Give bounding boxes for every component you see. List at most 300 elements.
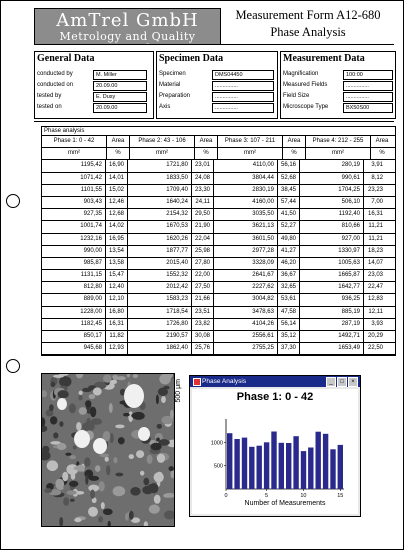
header-rule bbox=[34, 44, 394, 45]
table-cell: 23,01 bbox=[192, 160, 214, 171]
grain bbox=[131, 412, 144, 419]
app-icon bbox=[193, 378, 201, 386]
table-cell: 4104,26 bbox=[214, 319, 278, 330]
grain bbox=[161, 396, 166, 403]
bar bbox=[308, 448, 313, 490]
grain bbox=[158, 388, 168, 396]
material-field[interactable]: ............... bbox=[212, 81, 274, 91]
table-cell: 12,68 bbox=[106, 209, 128, 220]
grain bbox=[44, 488, 52, 493]
table-cell: 1101,55 bbox=[42, 185, 106, 196]
table-cell: 57,44 bbox=[278, 197, 300, 208]
table-cell: 18,23 bbox=[367, 247, 383, 254]
x-tick-label: 0 bbox=[224, 493, 228, 499]
unit-cell: mm² bbox=[306, 148, 371, 159]
field-row bbox=[35, 104, 153, 112]
table-cell: 1195,42 bbox=[42, 160, 106, 171]
table-cell: 22,50 bbox=[367, 345, 383, 352]
conducted-by-field[interactable]: M. Miller bbox=[93, 70, 147, 80]
measurement-data-title: Measurement Data bbox=[283, 53, 365, 64]
table-cell: 49,80 bbox=[278, 234, 300, 245]
bar bbox=[301, 451, 306, 489]
grain bbox=[79, 407, 87, 415]
table-cell: 14,01 bbox=[106, 173, 128, 184]
table-cell: 13,54 bbox=[106, 246, 128, 257]
column-header: Area bbox=[375, 138, 389, 144]
grain bbox=[89, 394, 96, 399]
table-cell: 56,14 bbox=[278, 319, 300, 330]
bar bbox=[316, 432, 321, 489]
table-cell: 21,90 bbox=[192, 221, 214, 232]
table-cell: 41,27 bbox=[278, 246, 300, 257]
table-cell: 1232,16 bbox=[42, 234, 106, 245]
table-cell: 23,30 bbox=[192, 185, 214, 196]
table-cell: 23,23 bbox=[367, 186, 383, 193]
table-cell: 1665,87 bbox=[300, 270, 364, 281]
table-cell: 2154,32 bbox=[128, 209, 192, 220]
grain bbox=[69, 481, 78, 487]
table-cell: 52,27 bbox=[278, 221, 300, 232]
grain bbox=[99, 454, 109, 458]
table-row bbox=[42, 319, 395, 331]
unit-cell: % bbox=[379, 150, 385, 157]
table-cell: 13,58 bbox=[106, 258, 128, 269]
grain bbox=[59, 376, 71, 387]
table-cell: 1583,23 bbox=[128, 294, 192, 305]
table-cell: 1718,54 bbox=[128, 307, 192, 318]
table-caption: Phase analysis bbox=[42, 127, 395, 136]
table-cell: 3,93 bbox=[371, 320, 383, 327]
grain bbox=[157, 424, 162, 429]
table-cell: 1192,40 bbox=[300, 209, 364, 220]
grain bbox=[74, 518, 81, 522]
section-rule bbox=[34, 121, 394, 122]
grain bbox=[123, 413, 130, 417]
table-cell: 1071,42 bbox=[42, 173, 106, 184]
chart-area bbox=[192, 389, 358, 514]
grain bbox=[136, 450, 144, 458]
form-title-block bbox=[223, 7, 393, 41]
table-cell: 889,00 bbox=[42, 294, 106, 305]
window-title: Phase Analysis bbox=[202, 378, 247, 385]
table-cell: 990,00 bbox=[42, 246, 106, 257]
grain bbox=[93, 387, 102, 395]
grain bbox=[91, 418, 102, 425]
table-cell: 36,67 bbox=[278, 270, 300, 281]
table-row bbox=[42, 282, 395, 294]
table-cell: 22,04 bbox=[192, 234, 214, 245]
grain bbox=[78, 395, 82, 400]
table-cell: 27,80 bbox=[192, 258, 214, 269]
measurement-data-section bbox=[280, 51, 396, 119]
table-row bbox=[42, 343, 395, 355]
table-cell: 2556,61 bbox=[214, 331, 278, 342]
table-cell: 1653,49 bbox=[300, 343, 364, 354]
field-label: Magnification bbox=[283, 71, 319, 77]
grain bbox=[125, 513, 129, 521]
general-data-title: General Data bbox=[37, 53, 95, 64]
y-tick-label: 1000 bbox=[210, 440, 223, 447]
grain bbox=[82, 388, 92, 392]
table-cell: 927,00 bbox=[300, 234, 364, 245]
grain bbox=[70, 499, 75, 502]
field-label: Axis bbox=[159, 104, 171, 110]
table-cell: 12,11 bbox=[368, 308, 383, 315]
table-cell: 280,19 bbox=[300, 160, 364, 171]
table-cell: 1642,77 bbox=[300, 282, 364, 293]
binder-hole-top bbox=[6, 194, 20, 208]
maximize-icon[interactable]: □ bbox=[337, 377, 347, 387]
table-cell: 1620,26 bbox=[128, 234, 192, 245]
column-header: Area bbox=[283, 136, 306, 147]
field-row bbox=[281, 71, 395, 79]
table-cell: 2977,28 bbox=[214, 246, 278, 257]
unit-cell: % bbox=[195, 148, 218, 159]
bar bbox=[234, 439, 239, 489]
grain bbox=[118, 437, 125, 444]
window-controls bbox=[326, 377, 358, 387]
table-cell: 1182,45 bbox=[42, 319, 106, 330]
grain bbox=[142, 486, 153, 495]
column-header: Area bbox=[195, 136, 218, 147]
grain bbox=[67, 466, 71, 471]
grain bbox=[101, 502, 105, 509]
grain bbox=[154, 495, 161, 504]
grain bbox=[63, 497, 69, 506]
table-cell: 38,45 bbox=[278, 185, 300, 196]
x-tick-label: 5 bbox=[265, 493, 269, 499]
bar bbox=[257, 446, 262, 489]
column-header: Area bbox=[107, 136, 130, 147]
bar bbox=[264, 442, 269, 489]
grain bbox=[117, 376, 126, 380]
bar bbox=[279, 443, 284, 489]
grain bbox=[70, 455, 76, 459]
table-cell: 16,31 bbox=[106, 319, 128, 330]
table-cell: 14,02 bbox=[106, 221, 128, 232]
grain bbox=[62, 472, 68, 481]
table-cell: 4110,00 bbox=[214, 160, 278, 171]
grain bbox=[109, 403, 113, 413]
table-cell: 1228,00 bbox=[42, 307, 106, 318]
table-cell: 37,30 bbox=[278, 343, 300, 354]
table-cell: 11,21 bbox=[368, 223, 383, 230]
table-cell: 1670,53 bbox=[128, 221, 192, 232]
table-cell: 7,00 bbox=[371, 198, 383, 205]
grain bbox=[47, 460, 58, 471]
table-cell: 1005,63 bbox=[300, 258, 364, 269]
window-titlebar[interactable] bbox=[190, 376, 360, 387]
table-cell: 1726,80 bbox=[128, 319, 192, 330]
table-row bbox=[42, 160, 395, 172]
grain bbox=[143, 478, 149, 486]
unit-cell: % bbox=[283, 148, 306, 159]
table-cell: 35,12 bbox=[278, 331, 300, 342]
table-cell: 1552,32 bbox=[128, 270, 192, 281]
phase-analysis-table bbox=[41, 126, 396, 356]
table-cell: 1721,80 bbox=[128, 160, 192, 171]
table-cell: 11,82 bbox=[106, 331, 128, 342]
table-row bbox=[42, 209, 395, 221]
axis-field[interactable]: ............... bbox=[212, 103, 274, 113]
field-size-field[interactable]: ............... bbox=[343, 92, 393, 102]
grain bbox=[65, 453, 71, 456]
table-cell: 3328,09 bbox=[214, 258, 278, 269]
field-row bbox=[35, 93, 153, 101]
grain bbox=[130, 487, 140, 496]
table-cell: 14,07 bbox=[367, 259, 383, 266]
binder-hole-bottom bbox=[6, 359, 20, 373]
grain bbox=[129, 511, 134, 520]
table-cell: 24,11 bbox=[192, 197, 214, 208]
table-cell: 46,20 bbox=[278, 258, 300, 269]
bar bbox=[242, 438, 247, 489]
field-row bbox=[157, 104, 277, 112]
table-cell: 927,35 bbox=[42, 209, 106, 220]
grain bbox=[170, 410, 174, 419]
grain bbox=[154, 472, 164, 482]
table-cell: 12,83 bbox=[367, 296, 383, 303]
form-subtitle: Phase Analysis bbox=[270, 25, 346, 39]
measured-fields-field[interactable]: ............... bbox=[343, 81, 393, 91]
table-cell: 52,68 bbox=[278, 173, 300, 184]
table-cell: 3621,13 bbox=[214, 221, 278, 232]
grain bbox=[113, 486, 126, 496]
table-cell: 2227,62 bbox=[214, 282, 278, 293]
table-cell: 1330,97 bbox=[300, 246, 364, 257]
phase-analysis-window[interactable] bbox=[189, 375, 361, 517]
bar bbox=[227, 433, 232, 489]
table-cell: 1704,25 bbox=[300, 185, 364, 196]
table-cell: 2755,25 bbox=[214, 343, 278, 354]
table-cell: 30,08 bbox=[192, 331, 214, 342]
grain bbox=[69, 403, 76, 413]
table-cell: 16,90 bbox=[106, 160, 128, 171]
table-row bbox=[42, 234, 395, 246]
table-cell: 1833,50 bbox=[128, 173, 192, 184]
table-row bbox=[42, 221, 395, 233]
table-cell: 3035,50 bbox=[214, 209, 278, 220]
grain bbox=[53, 432, 58, 438]
grain bbox=[169, 466, 174, 471]
table-cell: 1709,40 bbox=[128, 185, 192, 196]
unit-cell: % bbox=[107, 148, 130, 159]
tested-on-field[interactable]: 20.09.00 bbox=[93, 103, 147, 113]
table-cell: 2641,67 bbox=[214, 270, 278, 281]
micrograph-image bbox=[41, 373, 175, 527]
table-cell: 23,51 bbox=[192, 307, 214, 318]
table-cell: 22,00 bbox=[192, 270, 214, 281]
table-cell: 16,31 bbox=[367, 211, 383, 218]
tested-by-field[interactable]: E. Dusy bbox=[93, 92, 147, 102]
bar bbox=[271, 432, 276, 490]
grain bbox=[95, 465, 101, 472]
grain bbox=[98, 516, 103, 522]
table-cell: 287,19 bbox=[300, 319, 364, 330]
table-cell: 506,10 bbox=[300, 197, 364, 208]
table-cell: 2830,19 bbox=[214, 185, 278, 196]
table-cell: 20,29 bbox=[367, 333, 383, 339]
grain bbox=[84, 457, 90, 467]
table-cell: 1001,74 bbox=[42, 221, 106, 232]
specimen-data-section bbox=[156, 51, 278, 119]
microscope-type-field[interactable]: BX50S00 bbox=[343, 103, 393, 113]
table-cell: 53,61 bbox=[278, 294, 300, 305]
table-row bbox=[42, 307, 395, 319]
bar bbox=[286, 443, 291, 489]
table-cell: 903,43 bbox=[42, 197, 106, 208]
table-cell: 2190,57 bbox=[128, 331, 192, 342]
company-logo-block bbox=[34, 8, 221, 55]
specimen-field[interactable]: DMS04450 bbox=[212, 70, 274, 80]
field-row bbox=[281, 104, 395, 112]
x-tick-label: 10 bbox=[300, 493, 307, 499]
grain bbox=[156, 395, 159, 405]
table-cell: 3804,44 bbox=[214, 173, 278, 184]
field-row bbox=[157, 93, 277, 101]
field-row bbox=[281, 93, 395, 101]
field-label: conducted on bbox=[37, 82, 74, 88]
grain bbox=[42, 446, 49, 453]
table-cell: 25,76 bbox=[192, 343, 214, 354]
table-cell: 23,03 bbox=[367, 272, 383, 279]
grain bbox=[106, 465, 110, 475]
scale-bar-label: 500 μm bbox=[175, 379, 182, 403]
grain bbox=[129, 454, 134, 459]
table-cell: 936,25 bbox=[300, 294, 364, 305]
field-label: Microscope Type bbox=[283, 104, 329, 110]
table-row bbox=[42, 246, 395, 258]
table-cell: 41,50 bbox=[278, 209, 300, 220]
grain bbox=[85, 400, 91, 407]
table-cell: 15,47 bbox=[106, 270, 128, 281]
company-name: AmTrel GmbH bbox=[56, 10, 199, 31]
table-cell: 29,50 bbox=[192, 209, 214, 220]
preparation-field[interactable]: ............... bbox=[212, 92, 274, 102]
table-cell: 3004,82 bbox=[214, 294, 278, 305]
table-cell: 812,80 bbox=[42, 282, 106, 293]
general-data-section bbox=[34, 51, 154, 119]
table-cell: 4160,00 bbox=[214, 197, 278, 208]
field-label: tested on bbox=[37, 104, 62, 110]
table-cell: 2015,40 bbox=[128, 258, 192, 269]
table-cell: 21,66 bbox=[192, 294, 214, 305]
grain bbox=[50, 416, 57, 424]
table-cell: 985,87 bbox=[42, 258, 106, 269]
column-header: Phase 2: 43 - 106 bbox=[130, 136, 195, 147]
table-cell: 24,08 bbox=[192, 173, 214, 184]
unit-cell: mm² bbox=[218, 148, 283, 159]
grain bbox=[147, 455, 153, 464]
table-cell: 22,47 bbox=[367, 284, 383, 291]
column-header: Phase 1: 0 - 42 bbox=[42, 136, 107, 147]
field-row bbox=[281, 82, 395, 90]
grain bbox=[149, 505, 160, 514]
close-icon[interactable]: × bbox=[348, 377, 358, 387]
bar bbox=[293, 436, 298, 489]
grain bbox=[79, 391, 83, 395]
table-row bbox=[42, 270, 395, 282]
grain bbox=[51, 382, 56, 387]
table-cell: 11,21 bbox=[368, 235, 383, 242]
company-tagline: Metrology and Quality Control bbox=[59, 30, 196, 55]
y-tick-label: 500 bbox=[213, 463, 223, 470]
field-label: Preparation bbox=[159, 93, 191, 99]
table-cell: 1492,71 bbox=[300, 331, 364, 342]
table-cell: 47,58 bbox=[278, 307, 300, 318]
table-cell: 56,16 bbox=[278, 160, 300, 171]
grain bbox=[57, 443, 67, 450]
table-cell: 32,65 bbox=[278, 282, 300, 293]
table-cell: 12,46 bbox=[106, 197, 128, 208]
table-cell: 1877,77 bbox=[128, 246, 192, 257]
table-header-row bbox=[42, 136, 395, 148]
grain bbox=[157, 454, 165, 463]
field-label: Measured Fields bbox=[283, 82, 328, 88]
table-cell: 25,98 bbox=[192, 246, 214, 257]
unit-cell: mm² bbox=[42, 148, 107, 159]
table-cell: 990,61 bbox=[300, 173, 364, 184]
table-row bbox=[42, 258, 395, 270]
table-cell: 15,02 bbox=[106, 185, 128, 196]
x-axis-label: Number of Measurements bbox=[244, 500, 326, 507]
grain bbox=[73, 445, 77, 449]
bright-grain bbox=[93, 438, 107, 454]
table-cell: 2012,42 bbox=[128, 282, 192, 293]
grain bbox=[90, 407, 96, 417]
conducted-on-field[interactable]: 20.09.00 bbox=[93, 81, 147, 91]
table-cell: 885,19 bbox=[300, 307, 364, 318]
grain bbox=[140, 471, 144, 476]
specimen-data-title: Specimen Data bbox=[159, 53, 224, 64]
table-row bbox=[42, 173, 395, 185]
magnification-field[interactable]: 100:00 bbox=[343, 70, 393, 80]
bright-grain bbox=[74, 430, 90, 448]
minimize-icon[interactable]: _ bbox=[326, 377, 336, 387]
field-label: tested by bbox=[37, 93, 62, 99]
x-tick-label: 15 bbox=[337, 493, 344, 499]
grain bbox=[49, 404, 54, 411]
table-body bbox=[42, 160, 395, 355]
grain bbox=[115, 425, 124, 429]
field-label: Field Size bbox=[283, 93, 310, 99]
bar-chart bbox=[192, 389, 358, 514]
bright-grain bbox=[138, 427, 150, 441]
table-cell: 12,40 bbox=[106, 282, 128, 293]
grain bbox=[74, 467, 78, 470]
grain bbox=[103, 374, 112, 383]
grain bbox=[151, 443, 162, 451]
grain bbox=[90, 490, 95, 499]
grain bbox=[156, 438, 160, 442]
bar bbox=[323, 434, 328, 489]
table-cell: 3,91 bbox=[371, 162, 383, 169]
table-cell: 12,93 bbox=[106, 343, 128, 354]
grain bbox=[53, 375, 64, 378]
unit-cell: mm² bbox=[130, 148, 195, 159]
grain bbox=[76, 422, 81, 431]
form-title: Measurement Form A12-680 bbox=[235, 8, 381, 22]
column-header: Phase 4: 212 - 255 bbox=[306, 136, 371, 147]
grain bbox=[115, 473, 123, 477]
grain bbox=[103, 509, 113, 516]
grain bbox=[85, 475, 88, 485]
table-cell: 1640,24 bbox=[128, 197, 192, 208]
grain bbox=[88, 507, 98, 517]
micrograph-graphic bbox=[42, 374, 174, 526]
grain bbox=[58, 390, 69, 398]
chart-title: Phase 1: 0 - 42 bbox=[236, 391, 314, 403]
